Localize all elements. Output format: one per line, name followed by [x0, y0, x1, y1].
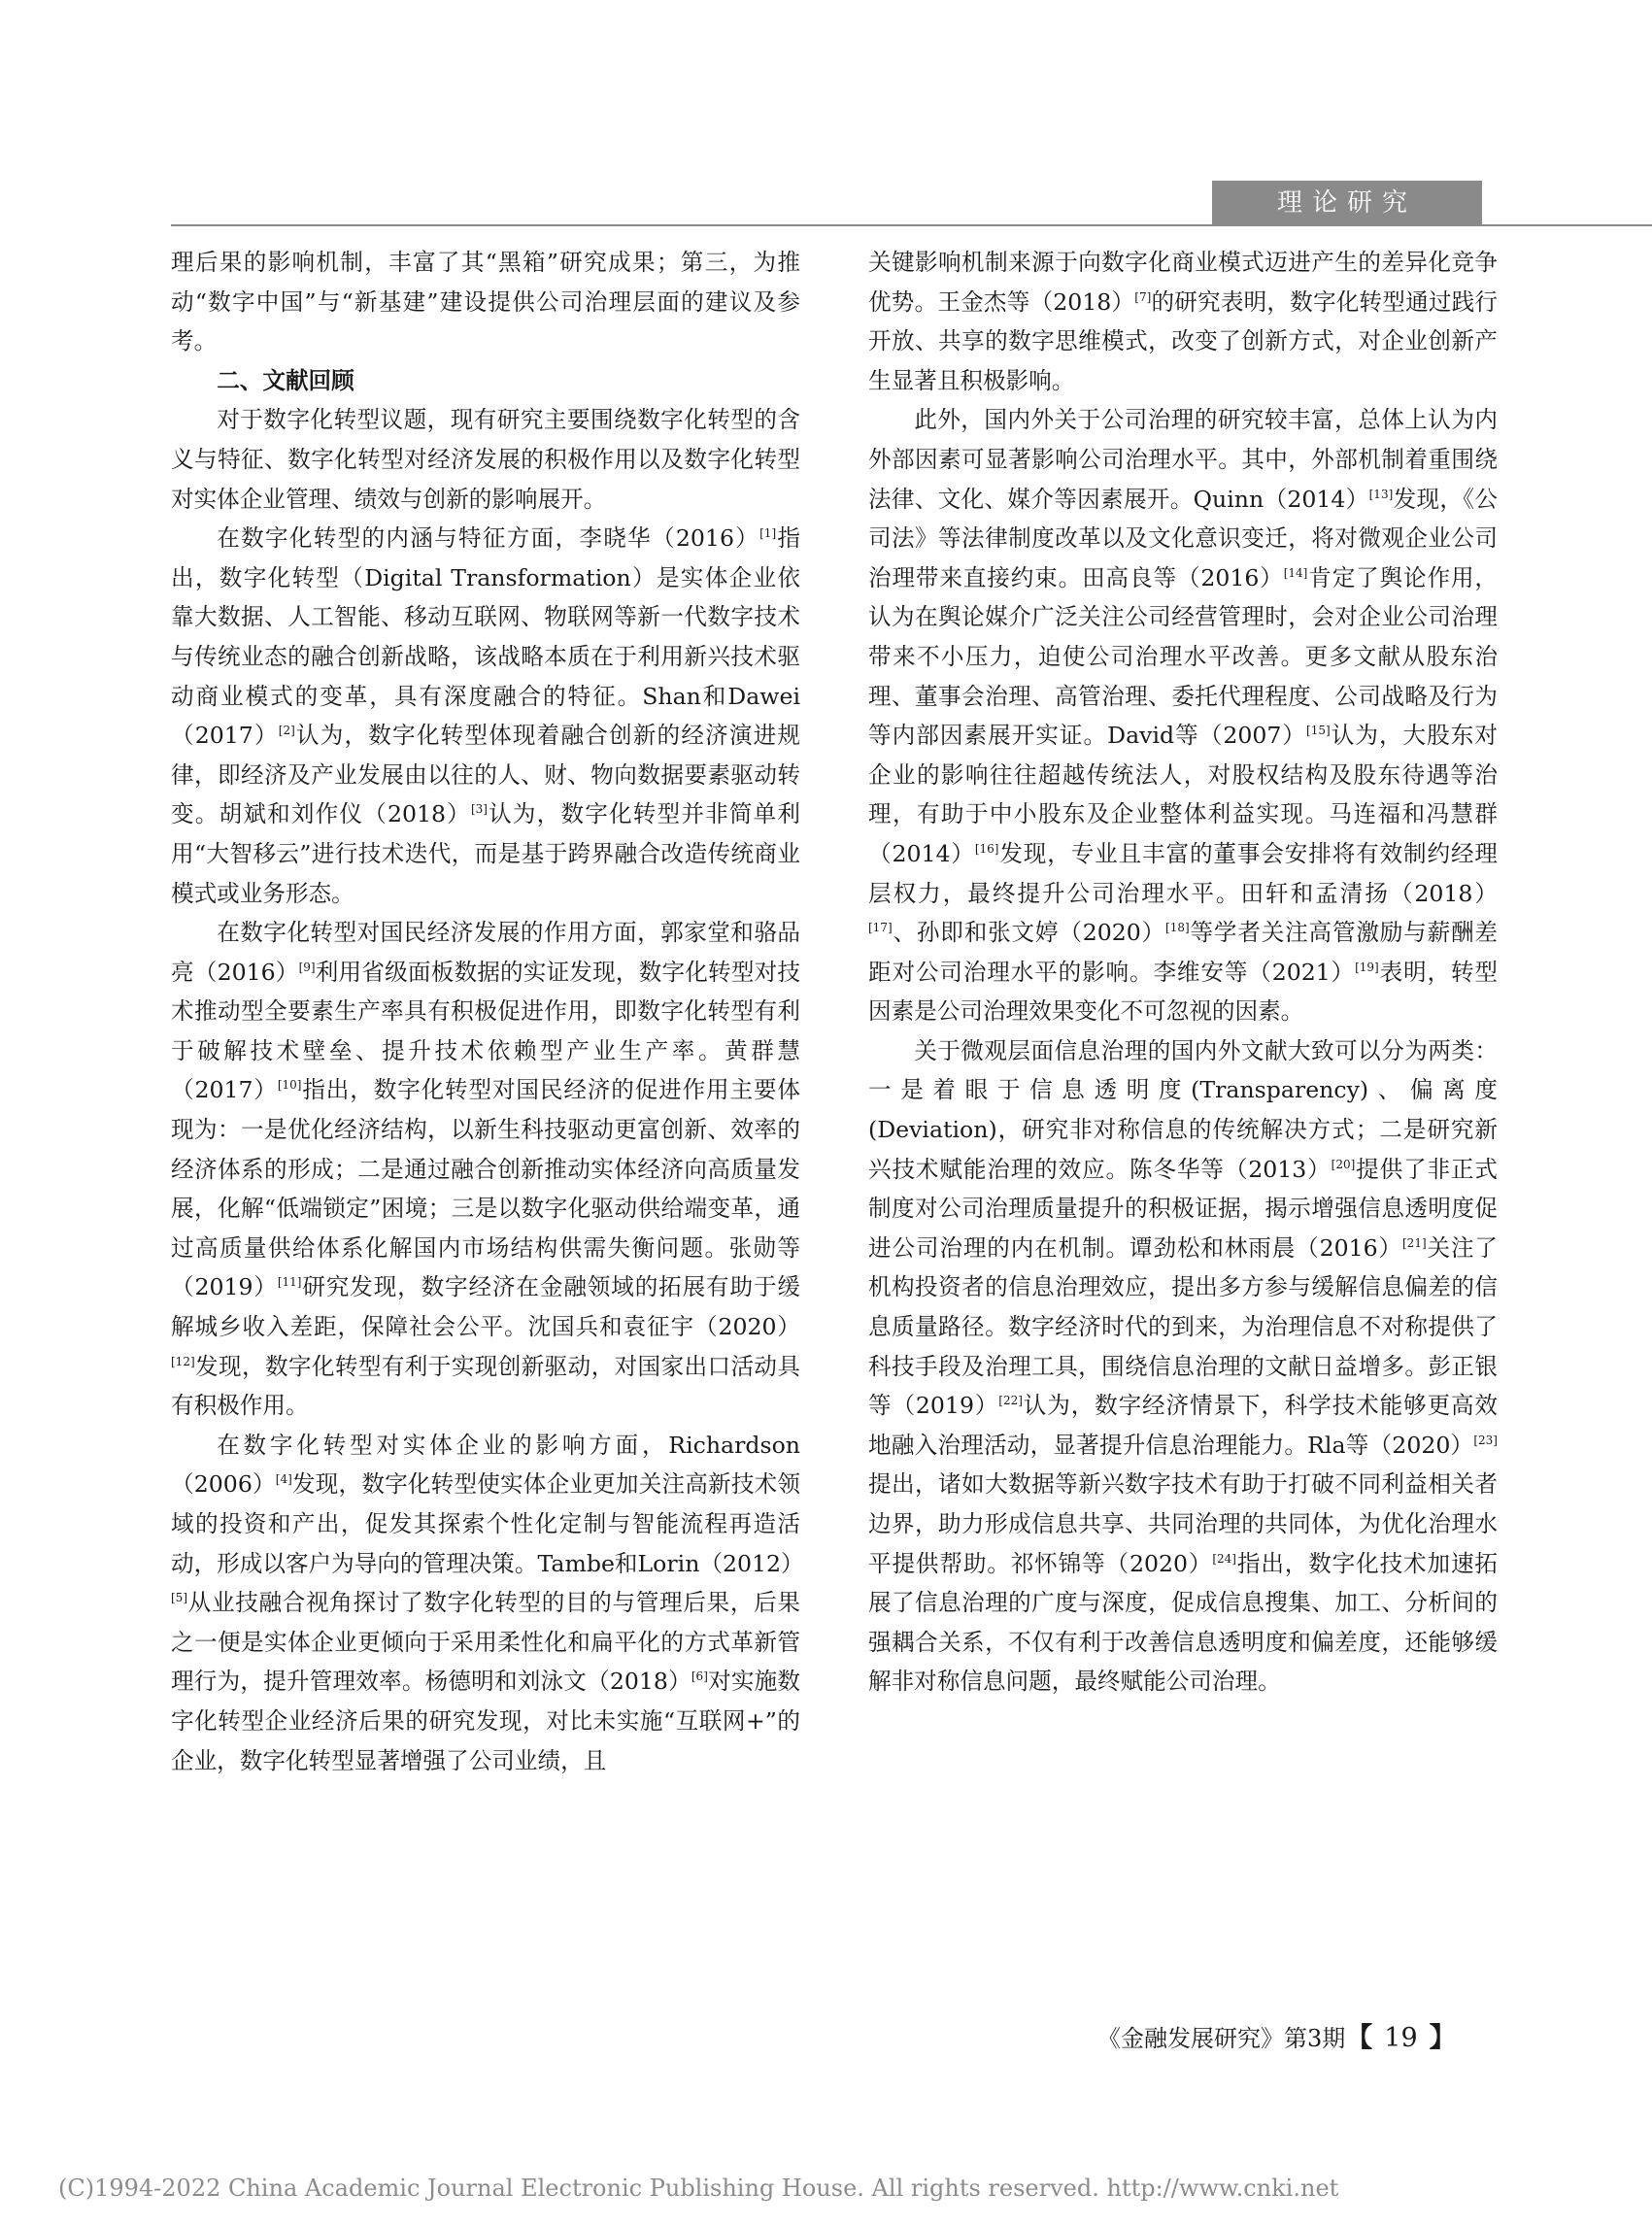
citation: [17] — [868, 921, 893, 935]
section-label: 理论研究 — [1212, 181, 1482, 225]
paragraph: 关于微观层面信息治理的国内外文献大致可以分为两类：一是着眼于信息透明度(Transparency)、偏离度(Deviation)，研究非对称信息的传统解决方式；二是研究新兴技术赋能治理的效应。陈冬华等（2013）[20]提供了非正式制度对公司治理质量提升的积极证据，揭示增强信息透明度促进公司治理的内在机制。谭劲松和林雨晨（2016）[21]关注了机构投资者的信息治理效应，提出多方参与缓解信息偏差的信息质量路径。数字经济时代的到来，为治理信息不对称提供了科技手段及治理工具，围绕信息治理的文献日益增多。彭正银等（2019）[22]认为，数字经济情景下，科学技术能够更高效地融入治理活动，显著提升信息治理能力。Rla等（2020）[23]提出，诸如大数据等新兴数字技术有助于打破不同利益相关者边界，助力形成信息共享、共同治理的共同体，为优化治理水平提供帮助。祁怀锦等（2020）[24]指出，数字化技术加速拓展了信息治理的广度与深度，促成信息搜集、加工、分析间的强耦合关系，不仅有利于改善信息透明度和偏差度，还能够缓解非对称信息问题，最终赋能公司治理。 — [868, 1036, 1499, 1696]
citation: [12] — [171, 1354, 195, 1368]
citation: [18] — [1165, 921, 1190, 935]
section-heading: 二、文献回顾 — [217, 366, 354, 394]
paragraph: 在数字化转型对国民经济发展的作用方面，郭家堂和骆品亮（2016）[9]利用省级面板数据的实证发现，数字化转型对技术推动型全要素生产率具有积极促进作用，即数字化转型有利于破解技术壁垒、提升技术依赖型产业生产率。黄群慧（2017）[10]指出，数字化转型对国民经济的促进作用主要体现为：一是优化经济结构，以新生科技驱动更富创新、效率的经济体系的形成；二是通过融合创新推动实体经济向高质量发展，化解“低端锁定”困境；三是以数字化驱动供给端变革，通过高质量供给体系化解国内市场结构供需失衡问题。张勋等（2019）[11]研究发现，数字经济在金融领域的拓展有助于缓解城乡收入差距，保障社会公平。沈国兵和袁征宇（2020）[12]发现，数字化转型有利于实现创新驱动，对国家出口活动具有积极作用。 — [171, 919, 801, 1420]
journal-footer — [1097, 2022, 1457, 2054]
page-bracket-close: 】 — [1429, 2021, 1457, 2053]
citation: [6] — [691, 1670, 708, 1684]
citation: [24] — [1212, 1551, 1236, 1566]
citation: [1] — [759, 526, 777, 541]
paragraph: 关键影响机制来源于向数字化商业模式迈进产生的差异化竞争优势。王金杰等（2018）[7]的研究表明，数字化转型通过践行开放、共享的数字思维模式，改变了创新方式，对企业创新产生显著且积极影响。 — [868, 249, 1499, 394]
citation: [11] — [277, 1275, 302, 1290]
header-rule — [171, 224, 1652, 226]
page-bracket-open: 【 — [1345, 2021, 1373, 2053]
paragraph: 理后果的影响机制，丰富了其“黑箱”研究成果；第三，为推动“数字中国”与“新基建”建设提供公司治理层面的建议及参考。 — [171, 249, 800, 355]
paragraph: 对于数字化转型议题，现有研究主要围绕数字化转型的含义与特征、数字化转型对经济发展的积极作用以及数字化转型对实体企业管理、绩效与创新的影响展开。 — [171, 406, 800, 513]
citation: [7] — [1134, 289, 1152, 304]
citation: [15] — [1306, 724, 1331, 738]
journal-name: 《金融发展研究》第3期 — [1097, 2025, 1346, 2052]
paragraph: 在数字化转型的内涵与特征方面，李晓华（2016）[1]指出，数字化转型（Digital Transformation）是实体企业依靠大数据、人工智能、移动互联网、物联网等新一代数字技术与传统业态的融合创新战略，该战略本质在于利用新兴技术驱动商业模式的变革，具有深度融合的特征。Shan和Dawei（2017）[2]认为，数字化转型体现着融合创新的经济演进规律，即经济及产业发展由以往的人、财、物向数据要素驱动转变。胡斌和刘作仪（2018）[3]认为，数字化转型并非简单利用“大智移云”进行技术迭代，而是基于跨界融合改造传统商业模式或业务形态。 — [171, 524, 801, 907]
citation: [4] — [275, 1472, 292, 1487]
citation: [2] — [278, 724, 295, 738]
citation: [3] — [470, 802, 488, 817]
right-column — [868, 243, 1498, 1702]
citation: [13] — [1368, 487, 1394, 501]
citation: [22] — [998, 1394, 1023, 1408]
citation: [10] — [277, 1078, 302, 1093]
copyright-notice: (C)1994-2022 China Academic Journal Electronic Publishing House. All rights reserved. http://www.cnki.net — [58, 2175, 1339, 2202]
citation: [19] — [1355, 960, 1379, 974]
left-column — [171, 243, 804, 1780]
citation: [20] — [1331, 1157, 1356, 1171]
paragraph: 此外，国内外关于公司治理的研究较丰富，总体上认为内外部因素可显著影响公司治理水平。其中，外部机制着重围绕法律、文化、媒介等因素展开。Quinn（2014）[13]发现，《公司法》等法律制度改革以及文化意识变迁，将对微观企业公司治理带来直接约束。田高良等（2016）[14]肯定了舆论作用，认为在舆论媒介广泛关注公司经营管理时，会对企业公司治理带来不小压力，迫使公司治理水平改善。更多文献从股东治理、董事会治理、高管治理、委托代理程度、公司战略及行为等内部因素展开实证。David等（2007）[15]认为，大股东对企业的影响往往超越传统法人，对股权结构及股东待遇等治理，有助于中小股东及企业整体利益实现。马连福和冯慧群（2014）[16]发现，专业且丰富的董事会安排将有效制约经理层权力，最终提升公司治理水平。田轩和孟清扬（2018）[17]、孙即和张文婷（2020）[18]等学者关注高管激励与薪酬差距对公司治理水平的影响。李维安等（2021）[19]表明，转型因素是公司治理效果变化不可忽视的因素。 — [868, 406, 1499, 1026]
citation: [5] — [171, 1591, 187, 1605]
citation: [14] — [1283, 565, 1308, 580]
citation: [21] — [1402, 1235, 1427, 1250]
citation: [9] — [298, 960, 316, 974]
citation: [23] — [1473, 1433, 1498, 1447]
page-number: 19 — [1384, 2023, 1418, 2053]
paragraph: 在数字化转型对实体企业的影响方面，Richardson（2006）[4]发现，数字化转型使实体企业更加关注高新技术领域的投资和产出，促发其探索个性化定制与智能流程再造活动，形成以客户为导向的管理决策。Tambe和Lorin（2012）[5]从业技融合视角探讨了数字化转型的目的与管理后果，后果之一便是实体企业更倾向于采用柔性化和扁平化的方式革新管理行为，提升管理效率。杨德明和刘泳文（2018）[6]对实施数字化转型企业经济后果的研究发现，对比未实施“互联网+”的企业，数字化转型显著增强了公司业绩，且 — [171, 1431, 804, 1774]
citation: [16] — [974, 841, 999, 856]
